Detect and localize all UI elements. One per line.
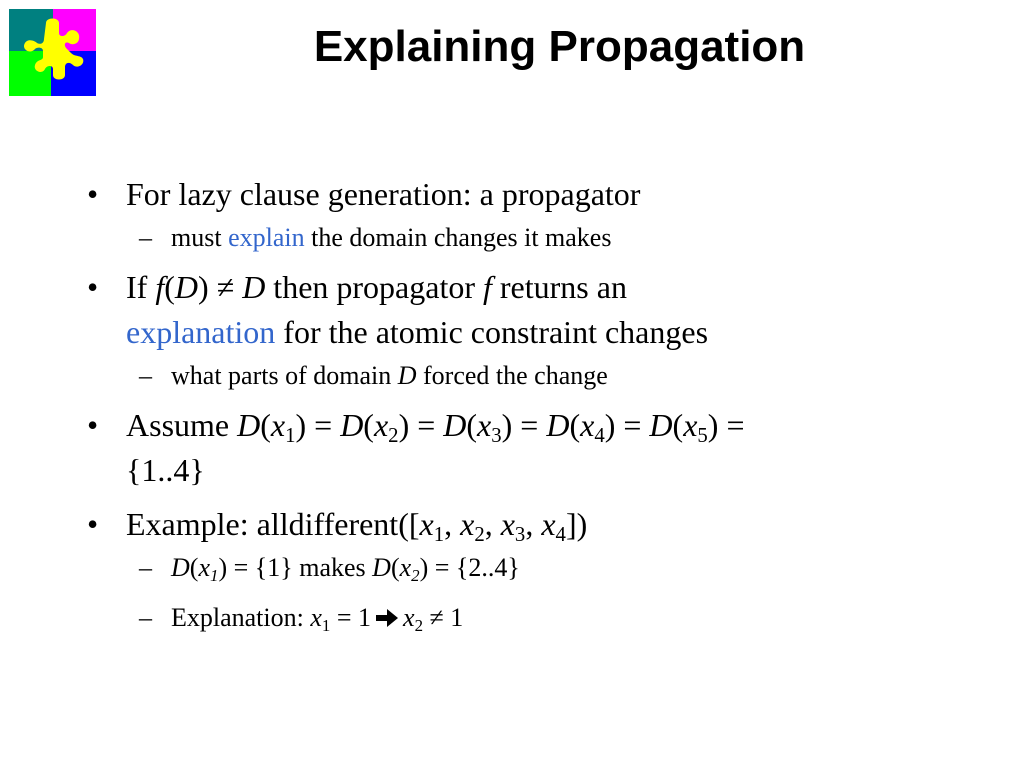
separator: , <box>525 506 542 542</box>
var-x: x <box>477 407 492 443</box>
subscript: 1 <box>433 523 445 547</box>
text-atomic: for the atomic constraint changes <box>275 314 709 350</box>
equals: = <box>615 407 650 443</box>
implies-arrow-icon <box>375 608 399 628</box>
var-x: x <box>399 553 412 582</box>
equals: = <box>512 407 547 443</box>
separator: , <box>484 506 501 542</box>
var-x: x <box>419 506 434 542</box>
dash-mark: – <box>139 553 152 582</box>
paren: ( <box>672 407 684 443</box>
subscript: 4 <box>555 523 566 547</box>
dash-mark: – <box>139 603 152 632</box>
var-D: D <box>443 407 467 443</box>
var-D: D <box>242 269 266 305</box>
paren: ( <box>466 407 478 443</box>
paren: ) <box>604 407 616 443</box>
text-returns: returns an <box>491 269 627 305</box>
paren: ( <box>569 407 581 443</box>
bullet-text: For lazy clause generation: a propagator <box>126 176 641 212</box>
var-x: x <box>270 407 286 443</box>
text-makes: ) = {1} makes <box>218 553 373 582</box>
equals: = <box>409 407 444 443</box>
var-D: D <box>649 407 673 443</box>
text-neq: ) ≠ <box>197 269 243 305</box>
domain-range: {1..4} <box>126 452 205 488</box>
equals: = <box>306 407 341 443</box>
dash-mark: – <box>139 361 152 390</box>
text-close: ]) <box>565 506 588 542</box>
paren: ( <box>363 407 374 443</box>
paren: ) <box>707 407 719 443</box>
text-assume: Assume <box>126 407 238 443</box>
var-D: D <box>397 361 417 390</box>
text-explanation: Explanation: <box>171 603 311 632</box>
slide-body <box>85 172 945 636</box>
highlight-explain: explain <box>228 223 305 252</box>
equals: = <box>718 407 745 443</box>
subscript: 2 <box>388 424 399 448</box>
subscript: 1 <box>210 566 219 586</box>
paren: ( <box>260 407 271 443</box>
var-f: f <box>155 269 165 305</box>
paren: ) <box>398 407 410 443</box>
var-x: x <box>580 407 595 443</box>
var-D: D <box>546 407 570 443</box>
paren: ) <box>501 407 513 443</box>
subbullet-explanation <box>85 600 945 636</box>
highlight-explanation: explanation <box>126 314 276 350</box>
text-if: If <box>126 269 156 305</box>
bullet-example <box>85 502 945 547</box>
bullet-assume <box>85 403 945 493</box>
text-neq-one: ≠ 1 <box>423 603 464 632</box>
var-D: D <box>340 407 364 443</box>
var-x: x <box>373 407 389 443</box>
var-x: x <box>683 407 698 443</box>
text-result: ) = {2..4} <box>419 553 520 582</box>
subbullet-makes <box>85 550 945 586</box>
subscript: 1 <box>321 616 331 636</box>
subbullet-text-pre: what parts of domain <box>171 361 398 390</box>
bullet-mark: • <box>87 407 99 443</box>
var-D: D <box>237 407 261 443</box>
subbullet-text-pre: must <box>171 223 229 252</box>
var-x: x <box>310 603 322 632</box>
text-then: then propagator <box>265 269 483 305</box>
var-D: D <box>372 553 391 582</box>
text-eq-one: = 1 <box>330 603 372 632</box>
var-f: f <box>483 269 492 305</box>
subscript: 2 <box>411 566 420 586</box>
var-x: x <box>198 553 210 582</box>
subscript: 2 <box>414 616 424 636</box>
var-x: x <box>460 506 475 542</box>
slide-title: Explaining Propagation <box>313 22 806 71</box>
subbullet-text-post: the domain changes it makes <box>304 223 612 252</box>
text-paren: ( <box>164 269 175 305</box>
paren: ( <box>390 553 400 582</box>
separator: , <box>444 506 461 542</box>
subscript: 4 <box>594 424 605 448</box>
var-D: D <box>171 553 190 582</box>
bullet-mark: • <box>87 506 99 542</box>
text-example: Example: alldifferent([ <box>126 506 420 542</box>
paren: ) <box>295 407 307 443</box>
subbullet-what-parts <box>85 358 945 394</box>
paren: ( <box>189 553 199 582</box>
subscript: 3 <box>514 523 526 547</box>
var-x: x <box>541 506 556 542</box>
var-x: x <box>500 506 515 542</box>
subscript: 2 <box>474 523 485 547</box>
bullet-mark: • <box>87 269 99 305</box>
subscript: 3 <box>491 424 502 448</box>
bullet-explanation <box>85 265 945 355</box>
subscript: 5 <box>697 424 708 448</box>
bullet-lazy-clause <box>85 172 945 217</box>
subbullet-text-post: forced the change <box>416 361 608 390</box>
subbullet-must-explain <box>85 220 945 256</box>
bullet-mark: • <box>87 176 99 212</box>
dash-mark: – <box>139 223 152 252</box>
var-D: D <box>174 269 198 305</box>
subscript: 1 <box>285 424 296 448</box>
var-x: x <box>403 603 415 632</box>
